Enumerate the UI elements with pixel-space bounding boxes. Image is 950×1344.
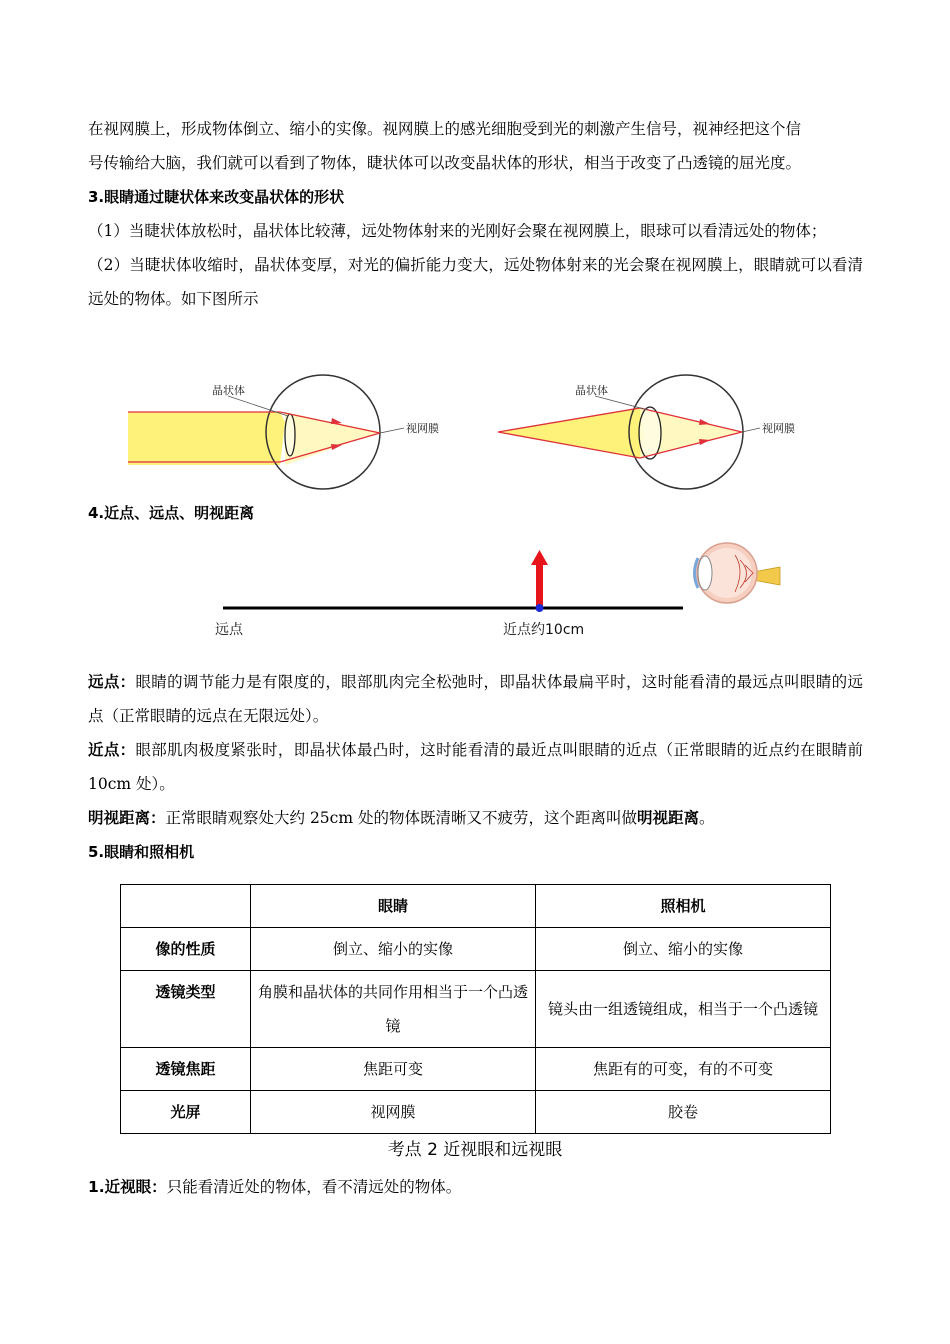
eye-diagram-relaxed [128, 375, 439, 489]
myopia-definition [88, 1170, 461, 1204]
table-header-row [121, 885, 831, 928]
retina-label-leader [742, 428, 760, 432]
near-point-label: 近点约10cm [503, 622, 585, 638]
myopia-term: 1.近视眼： [88, 1178, 167, 1196]
clear-vision-text: 正常眼睛观察处大约 25cm 处的物体既清晰又不疲劳，这个距离叫做 [165, 809, 637, 827]
definitions-block [88, 665, 863, 869]
row-label: 透镜类型 [121, 971, 251, 1048]
far-point-definition [88, 665, 863, 733]
clear-vision-bold: 明视距离 [636, 809, 699, 827]
eye-accommodation-figure [120, 370, 820, 495]
clear-vision-definition [88, 801, 863, 835]
intro-line-1: 在视网膜上，形成物体倒立、缩小的实像。视网膜上的感光细胞受到光的刺激产生信号，视神经把这个信 [88, 120, 802, 138]
row-label: 透镜焦距 [121, 1048, 251, 1091]
section3-heading: 3.眼睛通过睫状体来改变晶状体的形状 [88, 188, 345, 206]
near-point-text: 眼部肌肉极度紧张时，即晶状体最凸时，这时能看清的最近点叫眼睛的近点（正常眼睛的近点约在眼睛前 10cm 处）。 [88, 741, 863, 793]
myopia-text: 只能看清近处的物体，看不清远处的物体。 [166, 1178, 462, 1196]
row-label: 像的性质 [121, 928, 251, 971]
section3-item-1: （1）当睫状体放松时，晶状体比较薄，远处物体射来的光刚好会聚在视网膜上，眼球可以看清远处的物体； [88, 222, 827, 240]
retina-label-leader [380, 428, 404, 433]
clear-vision-end: 。 [699, 809, 715, 827]
object-arrow-head [531, 550, 548, 565]
ray-arrow-bottom [699, 439, 710, 445]
table-header-cell: 眼睛 [251, 885, 536, 928]
myopia-item [88, 1170, 461, 1204]
retina-label-right: 视网膜 [762, 422, 795, 435]
lens-label-right: 晶状体 [575, 384, 608, 397]
camera-cell: 胶卷 [536, 1091, 831, 1134]
table-row [121, 971, 831, 1048]
table-row [121, 1091, 831, 1134]
far-point-text: 眼睛的调节能力是有限度的，眼部肌肉完全松弛时，即晶状体最扁平时，这时能看清的最远点叫眼睛的远点（正常眼睛的远点在无限远处）。 [88, 673, 863, 725]
near-point-dot [536, 604, 544, 612]
eye-cell: 倒立、缩小的实像 [251, 928, 536, 971]
section3-item-2: （2）当睫状体收缩时，晶状体变厚，对光的偏折能力变大，远处物体射来的光会聚在视网膜上，眼睛就可以看清远处的物体。如下图所示 [88, 256, 863, 308]
near-point-definition [88, 733, 863, 801]
ray-arrow-top [699, 419, 710, 425]
section-title-kaodian2: 考点 2 近视眼和远视眼 [387, 1140, 563, 1160]
eye-camera-table [120, 884, 831, 1134]
parallel-light-beam [128, 412, 285, 465]
camera-cell: 镜头由一组透镜组成，相当于一个凸透镜 [536, 971, 831, 1048]
near-point-term: 近点： [88, 741, 136, 759]
far-point-label: 远点 [215, 622, 243, 638]
eyeball-icon [695, 543, 781, 603]
far-point-term: 远点： [88, 673, 136, 691]
thin-lens [285, 414, 295, 456]
retina-label-left: 视网膜 [406, 422, 439, 435]
eye-cell: 视网膜 [251, 1091, 536, 1134]
camera-cell: 倒立、缩小的实像 [536, 928, 831, 971]
row-label: 光屏 [121, 1091, 251, 1134]
lens-label-left: 晶状体 [212, 384, 245, 397]
table-row [121, 928, 831, 971]
intro-line-2: 号传输给大脑，我们就可以看到了物体，睫状体可以改变晶状体的形状，相当于改变了凸透镜的屈光度。 [88, 154, 802, 172]
intro-paragraph [88, 112, 863, 316]
ray-arrow-top [331, 418, 342, 424]
table-header-cell [121, 885, 251, 928]
section4-heading-wrap [88, 496, 254, 530]
table-row [121, 1048, 831, 1091]
camera-cell: 焦距有的可变，有的不可变 [536, 1048, 831, 1091]
thick-lens [639, 407, 661, 459]
object-arrow-shaft [536, 564, 543, 608]
ray-arrow-bottom [331, 444, 342, 450]
eye-cell: 角膜和晶状体的共同作用相当于一个凸透镜 [251, 971, 536, 1048]
eye-diagram-contracted [498, 375, 795, 489]
near-far-point-figure [205, 540, 795, 650]
diverging-light-cone [498, 408, 644, 458]
clear-vision-term: 明视距离： [88, 809, 166, 827]
eye-cell: 焦距可变 [251, 1048, 536, 1091]
section5-heading: 5.眼睛和照相机 [88, 843, 195, 861]
section4-heading: 4.近点、远点、明视距离 [88, 504, 255, 522]
table-header-cell: 照相机 [536, 885, 831, 928]
